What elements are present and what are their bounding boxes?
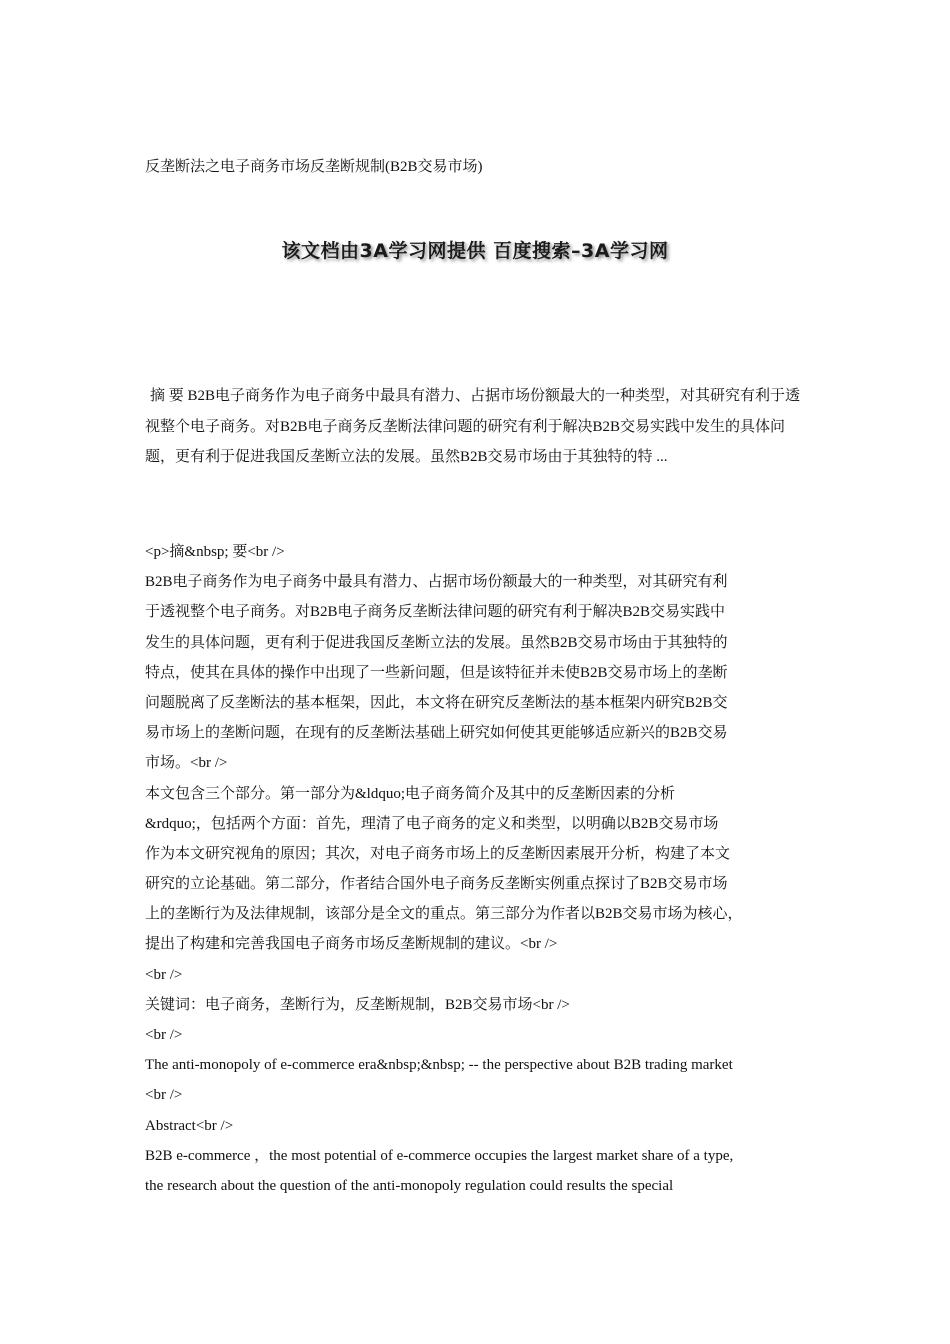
body-line: B2B e-commerce ，the most potential of e-commerce occupies the largest market share of a type, bbox=[145, 1147, 734, 1164]
body-line: &rdquo;，包括两个方面：首先，理清了电子商务的定义和类型，以明确以B2B交易市场 bbox=[145, 815, 719, 832]
body-line: 上的垄断行为及法律规制，该部分是全文的重点。第三部分为作者以B2B交易市场为核心， bbox=[145, 906, 743, 923]
body-line: <p>摘&nbsp; 要<br /> bbox=[145, 544, 285, 560]
body-line: B2B电子商务作为电子商务中最具有潜力、占据市场份额最大的一种类型，对其研究有利 bbox=[145, 574, 728, 591]
body-line: <br /> bbox=[145, 966, 183, 983]
summary-paragraph bbox=[145, 381, 810, 473]
body-line: 易市场上的垄断问题，在现有的反垄断法基础上研究如何使其更能够适应新兴的B2B交易 bbox=[145, 725, 728, 742]
body-line: 研究的立论基础。第二部分，作者结合国外电子商务反垄断实例重点探讨了B2B交易市场 bbox=[145, 876, 728, 893]
body-line: the research about the question of the anti-monopoly regulation could results the special bbox=[145, 1177, 674, 1194]
body-line: 市场。<br /> bbox=[145, 755, 228, 772]
body-line: 作为本文研究视角的原因；其次，对电子商务市场上的反垄断因素展开分析，构建了本文 bbox=[145, 845, 731, 862]
body-line: The anti-monopoly of e-commerce era&nbsp;&nbsp; -- the perspective about B2B trading market bbox=[145, 1057, 733, 1074]
body-line: 关键词：电子商务，垄断行为，反垄断规制，B2B交易市场<br /> bbox=[145, 996, 570, 1013]
body-line: 问题脱离了反垄断法的基本框架，因此，本文将在研究反垄断法的基本框架内研究B2B交 bbox=[145, 694, 728, 711]
watermark-banner: 该文档由3A学习网提供 百度搜索–3A学习网 bbox=[281, 240, 669, 262]
body-line: <br /> bbox=[145, 1087, 183, 1104]
body-line: 特点，使其在具体的操作中出现了一些新问题，但是该特征并未使B2B交易市场上的垄断 bbox=[145, 664, 728, 681]
body-line: Abstract<br /> bbox=[145, 1117, 234, 1134]
summary-text: B2B电子商务作为电子商务中最具有潜力、占据市场份额最大的一种类型，对其研究有利于透视整个电子商务。对B2B电子商务反垄断法律问题的研究有利于解决B2B交易实践中发生的具体问题，更有利于促进我国反垄断立法的发展。虽然B2B交易市场由于其独特的特 ... bbox=[145, 388, 801, 465]
body-line: <br /> bbox=[145, 1027, 183, 1043]
body-line: 提出了构建和完善我国电子商务市场反垄断规制的建议。<br /> bbox=[145, 936, 558, 953]
document-title: 反垄断法之电子商务市场反垄断规制(B2B交易市场) bbox=[145, 159, 483, 175]
summary-label: 摘 要 bbox=[150, 388, 184, 404]
body-line: 发生的具体问题，更有利于促进我国反垄断立法的发展。虽然B2B交易市场由于其独特的 bbox=[145, 634, 728, 651]
body-line: 本文包含三个部分。第一部分为&ldquo;电子商务简介及其中的反垄断因素的分析 bbox=[145, 785, 676, 802]
body-line: 于透视整个电子商务。对B2B电子商务反垄断法律问题的研究有利于解决B2B交易实践中 bbox=[145, 604, 726, 621]
body-text bbox=[145, 537, 815, 1201]
